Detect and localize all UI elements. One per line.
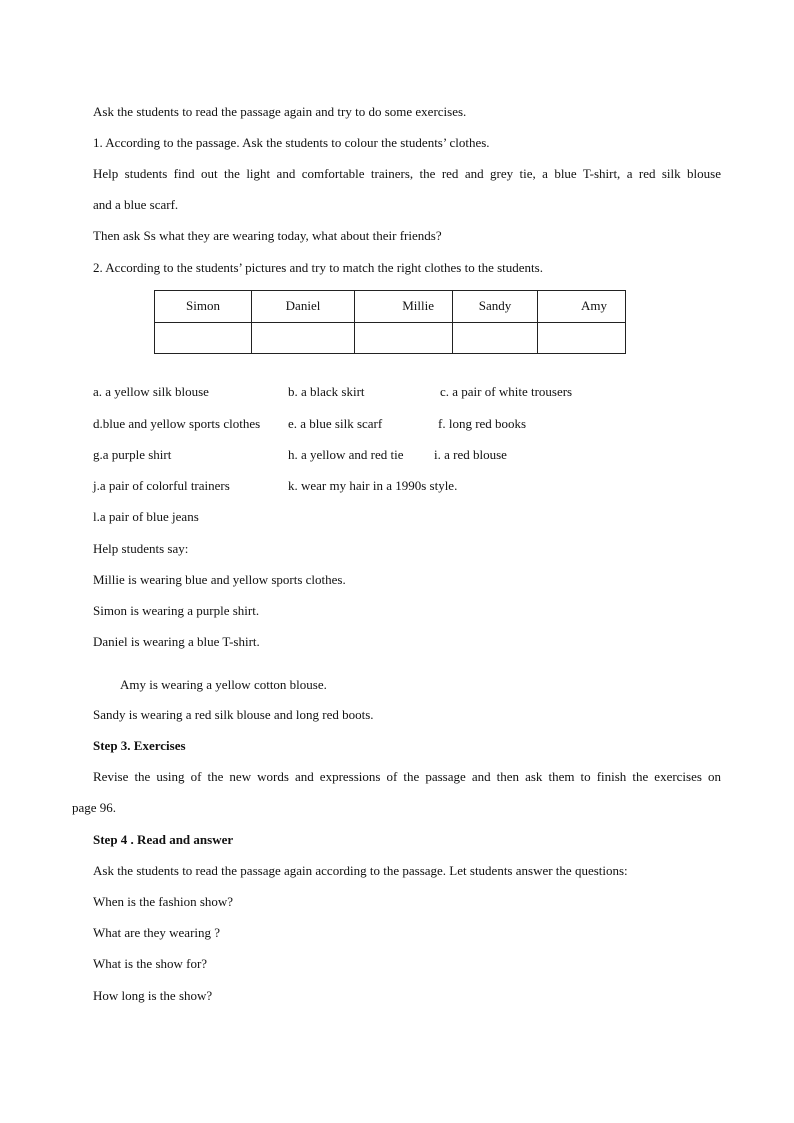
task1-title: 1. According to the passage. Ask the students to colour the students’ clothes. [93, 135, 490, 150]
header-cell-amy: Amy [538, 291, 626, 323]
option-i: i. a red blouse [434, 447, 507, 462]
step4-intro: Ask the students to read the passage again according to the passage. Let students answer the questions: [93, 863, 628, 878]
task1-help-line1: Help students find out the light and comfortable trainers, the red and grey tie, a blue T-shirt, a red silk blouse [93, 166, 721, 181]
sentence-simon: Simon is wearing a purple shirt. [93, 603, 260, 618]
task2-title: 2. According to the students’ pictures and try to match the right clothes to the students. [93, 260, 543, 275]
option-k: k. wear my hair in a 1990s style. [288, 478, 458, 493]
option-c: c. a pair of white trousers [440, 384, 573, 399]
header-cell-sandy: Sandy [453, 291, 538, 323]
intro-text: Ask the students to read the passage again and try to do some exercises. [93, 104, 467, 119]
step3-line2: page 96. [72, 800, 117, 815]
answer-cell-amy[interactable] [538, 322, 626, 354]
header-cell-simon: Simon [155, 291, 252, 323]
answer-cell-sandy[interactable] [453, 322, 538, 354]
step4-heading: Step 4 . Read and answer [93, 832, 234, 847]
step3-line1: Revise the using of the new words and expressions of the passage and then ask them to finish the exercises on [93, 769, 721, 784]
header-cell-daniel: Daniel [252, 291, 355, 323]
question-1: When is the fashion show? [93, 894, 234, 909]
header-cell-millie: Millie [355, 291, 453, 323]
option-a: a. a yellow silk blouse [93, 384, 209, 399]
option-f: f. long red books [438, 416, 527, 431]
question-4: How long is the show? [93, 988, 213, 1003]
sentence-daniel: Daniel is wearing a blue T-shirt. [93, 634, 260, 649]
question-2: What are they wearing ? [93, 925, 221, 940]
help-say-label: Help students say: [93, 541, 189, 556]
table-header-row [155, 291, 626, 323]
sentence-millie: Millie is wearing blue and yellow sports clothes. [93, 572, 346, 587]
option-g: g.a purple shirt [93, 447, 172, 462]
table-answer-row [155, 322, 626, 354]
sentence-sandy: Sandy is wearing a red silk blouse and long red boots. [93, 707, 374, 722]
option-d: d.blue and yellow sports clothes [93, 416, 261, 431]
option-j: j.a pair of colorful trainers [93, 478, 230, 493]
task1-followup: Then ask Ss what they are wearing today, what about their friends? [93, 228, 442, 243]
answer-cell-simon[interactable] [155, 322, 252, 354]
step3-heading: Step 3. Exercises [93, 738, 186, 753]
option-l: l.a pair of blue jeans [93, 509, 199, 524]
answer-cell-daniel[interactable] [252, 322, 355, 354]
sentence-amy: Amy is wearing a yellow cotton blouse. [120, 677, 327, 692]
question-3: What is the show for? [93, 956, 208, 971]
option-e: e. a blue silk scarf [288, 416, 383, 431]
answer-cell-millie[interactable] [355, 322, 453, 354]
matching-table [154, 290, 626, 354]
task1-help-line2: and a blue scarf. [93, 197, 179, 212]
option-b: b. a black skirt [288, 384, 365, 399]
option-h: h. a yellow and red tie [288, 447, 404, 462]
